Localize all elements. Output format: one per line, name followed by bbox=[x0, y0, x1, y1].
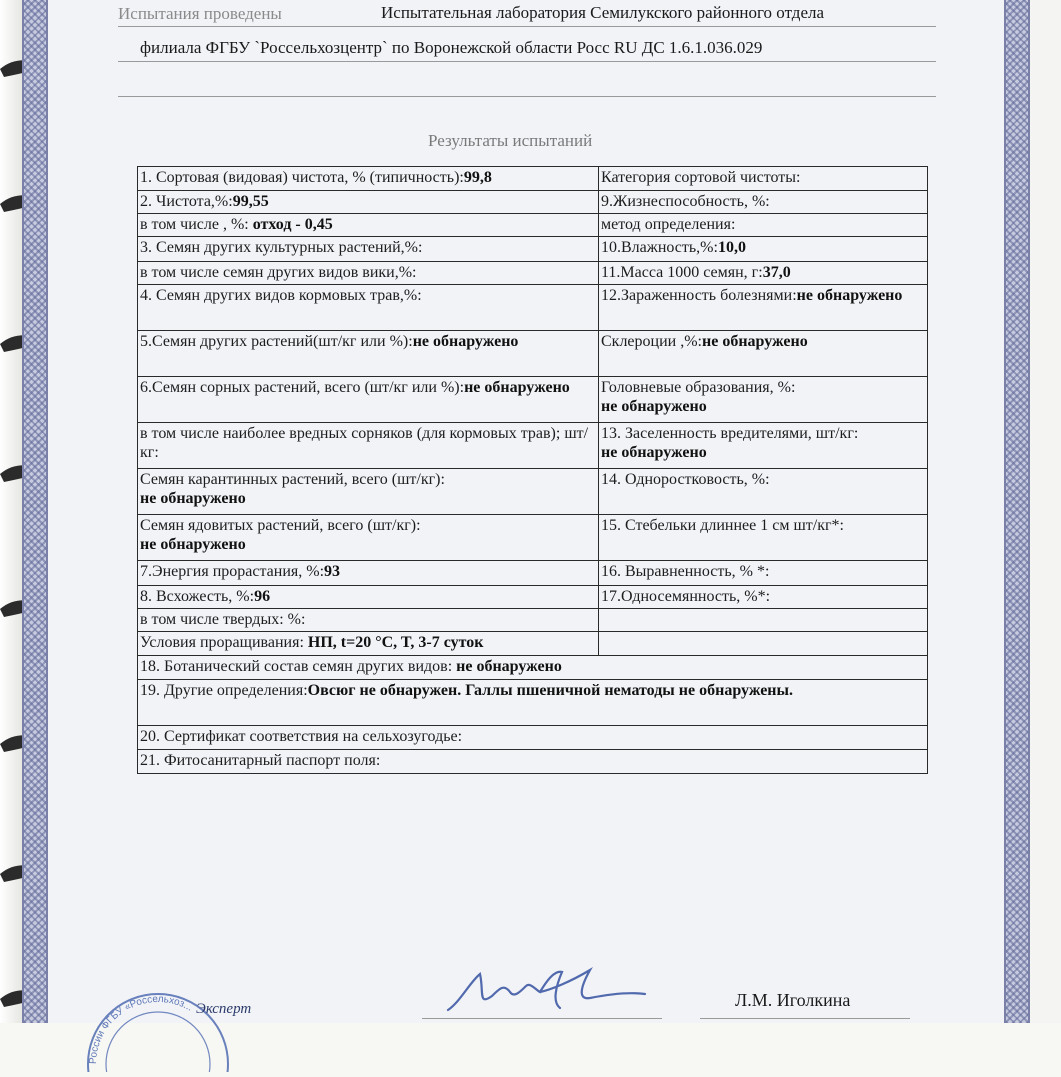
decorative-border-right bbox=[1004, 0, 1030, 1023]
table-cell bbox=[599, 632, 928, 656]
table-row bbox=[138, 331, 928, 377]
table-row bbox=[138, 586, 928, 609]
table-row bbox=[138, 377, 928, 423]
table-cell: 13. Заселенность вредителями, шт/кг: не обнаружено bbox=[599, 423, 928, 469]
page-margin-right bbox=[1030, 0, 1061, 1023]
table-cell: 5.Семян других растений(шт/кг или %):не обнаружено bbox=[138, 331, 599, 377]
table-row bbox=[138, 632, 928, 656]
table-cell: 17.Односемянность, %*: bbox=[599, 586, 928, 609]
laboratory-name-line2: филиала ФГБУ `Россельхозцентр` по Воронежской области Росс RU ДС 1.6.1.036.029 bbox=[140, 38, 763, 57]
table-cell: в том числе , %: отход - 0,45 bbox=[138, 214, 599, 237]
results-title: Результаты испытаний bbox=[428, 131, 593, 150]
results-table bbox=[137, 166, 928, 774]
table-cell: 15. Стебельки длиннее 1 см шт/кг*: bbox=[599, 515, 928, 561]
header-underline bbox=[118, 96, 936, 97]
table-cell: 2. Чистота,%:99,55 bbox=[138, 191, 599, 214]
table-cell: Семян карантинных растений, всего (шт/кг): не обнаружено bbox=[138, 469, 599, 515]
table-row bbox=[138, 423, 928, 469]
signer-underline bbox=[700, 1018, 910, 1019]
table-cell: Семян ядовитых растений, всего (шт/кг): не обнаружено bbox=[138, 515, 599, 561]
table-cell: 16. Выравненность, % *: bbox=[599, 561, 928, 586]
decorative-border-left bbox=[22, 0, 48, 1023]
table-cell: 10.Влажность,%:10,0 bbox=[599, 237, 928, 262]
header-underline bbox=[118, 61, 936, 62]
table-row bbox=[138, 214, 928, 237]
table-cell: 21. Фитосанитарный паспорт поля: bbox=[138, 750, 928, 774]
official-stamp bbox=[78, 972, 238, 1072]
table-cell: метод определения: bbox=[599, 214, 928, 237]
table-row bbox=[138, 656, 928, 680]
table-row bbox=[138, 469, 928, 515]
table-cell: 3. Семян других культурных растений,%: bbox=[138, 237, 599, 262]
table-cell: 7.Энергия прорастания, %:93 bbox=[138, 561, 599, 586]
table-cell: 12.Зараженность болезнями:не обнаружено bbox=[599, 285, 928, 331]
stamp-text: России ФГБУ «Россельхоз... bbox=[87, 993, 195, 1065]
table-row bbox=[138, 680, 928, 726]
signature-line bbox=[422, 1018, 662, 1019]
table-row bbox=[138, 285, 928, 331]
table-cell: 4. Семян других видов кормовых трав,%: bbox=[138, 285, 599, 331]
table-cell: в том числе твердых: %: bbox=[138, 609, 599, 632]
laboratory-name-line1: Испытательная лаборатория Семилукского районного отдела bbox=[381, 3, 825, 22]
table-cell: в том числе наиболее вредных сорняков (для кормовых трав); шт/кг: bbox=[138, 423, 599, 469]
table-row bbox=[138, 237, 928, 262]
table-cell: 20. Сертификат соответствия на сельхозугодье: bbox=[138, 726, 928, 750]
table-cell: 19. Другие определения:Овсюг не обнаружен. Галлы пшеничной нематоды не обнаружены. bbox=[138, 680, 928, 726]
table-cell bbox=[599, 609, 928, 632]
table-cell: в том числе семян других видов вики,%: bbox=[138, 262, 599, 285]
signer-name: Л.М. Иголкина bbox=[735, 990, 851, 1010]
table-row bbox=[138, 726, 928, 750]
table-row bbox=[138, 561, 928, 586]
table-row bbox=[138, 191, 928, 214]
table-cell: 9.Жизнеспособность, %: bbox=[599, 191, 928, 214]
expert-label: Эксперт bbox=[196, 1001, 252, 1017]
table-row bbox=[138, 167, 928, 191]
table-cell: Головневые образования, %: не обнаружено bbox=[599, 377, 928, 423]
table-row bbox=[138, 609, 928, 632]
table-cell: Категория сортовой чистоты: bbox=[599, 167, 928, 191]
table-row bbox=[138, 750, 928, 774]
tests-conducted-label: Испытания проведены bbox=[118, 4, 282, 23]
header-underline bbox=[118, 26, 936, 27]
table-cell: 18. Ботанический состав семян других видов: не обнаружено bbox=[138, 656, 928, 680]
table-row bbox=[138, 515, 928, 561]
svg-text:России ФГБУ «Россельхоз... bbox=[88, 994, 194, 1064]
table-cell: 8. Всхожесть, %:96 bbox=[138, 586, 599, 609]
table-cell: 14. Одноростковость, %: bbox=[599, 469, 928, 515]
table-cell: 1. Сортовая (видовая) чистота, % (типичность):99,8 bbox=[138, 167, 599, 191]
table-cell: Условия проращивания: НП, t=20 °C, T, 3-7 суток bbox=[138, 632, 599, 656]
table-cell: 6.Семян сорных растений, всего (шт/кг или %):не обнаружено bbox=[138, 377, 599, 423]
signature bbox=[440, 962, 650, 1022]
table-row bbox=[138, 262, 928, 285]
table-cell: Склероции ,%:не обнаружено bbox=[599, 331, 928, 377]
table-cell: 11.Масса 1000 семян, г:37,0 bbox=[599, 262, 928, 285]
